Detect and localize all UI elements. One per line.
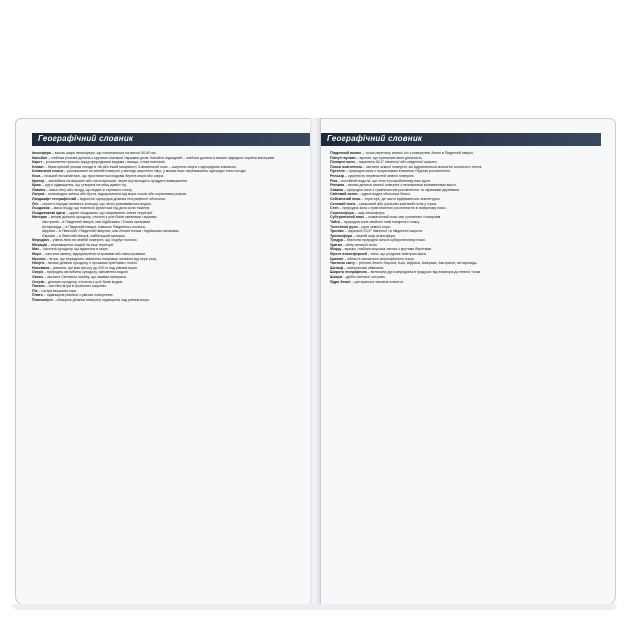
glossary-term: Тектонічні рухи — [330, 224, 358, 229]
glossary-definition: – вулкан, що припинив свою діяльність. — [355, 155, 423, 160]
glossary-term: Пік — [32, 288, 38, 293]
glossary-definition: – переміщення людей на інші території. — [47, 242, 115, 247]
glossary-term: Кряж — [32, 183, 41, 188]
glossary-term: Циклон — [330, 256, 344, 261]
glossary-definition: – регіони Землі: Європа, Азія, Африка, Америка, Австралія, Антарктида. — [354, 261, 478, 266]
left-page-header — [32, 133, 311, 146]
glossary-term: Частини світу — [330, 261, 355, 266]
glossary-definition: – природна зона з трав'янистою рослинністю та окремими деревами. — [342, 187, 460, 192]
glossary-definition: – частини земної поверхні, які відрізняються кількістю сонячного тепла. — [361, 164, 483, 169]
glossary-definition: – круті підвищення, що утворені на місці давніх гір. — [41, 183, 127, 188]
glossary-definition: – природна заглибина суходолу, заповнена водою. — [42, 270, 129, 275]
glossary-term: Сейсмічний пояс — [330, 196, 361, 201]
glossary-term: Клімат — [32, 164, 44, 169]
glossary-entry — [32, 298, 304, 303]
left-page-title: Географічний словник — [38, 134, 134, 143]
glossary-definition: – частина Світового океану, що омиває материки. — [42, 275, 127, 280]
glossary-definition: – низький пісчаний вал, що простягається вздовж берега моря або озера. — [40, 173, 165, 178]
glossary-definition: – глибока річкова долина з крутими схилами і вузьким дном. Каньйон підводний – глибока долина в межах підводної окраїни материків — [47, 155, 275, 160]
glossary-definition: – ділянка суходолу, оточена з усіх боків водою. — [43, 279, 124, 284]
glossary-definition: – крупні льодовики, що покривають значні території. — [65, 210, 154, 215]
right-page — [320, 118, 616, 606]
glossary-definition: – частина океану, відокремлена островами або півостровами. — [41, 252, 146, 257]
glossary-term: Кліматичні пояси — [32, 169, 63, 174]
glossary-term: Тайга — [330, 219, 340, 224]
glossary-term: Фронт атмосферний — [330, 252, 367, 257]
right-page-entries — [330, 151, 602, 284]
glossary-definition: – природна зона з посушливим кліматом і бідною рослинністю. — [344, 169, 451, 174]
book-spine — [310, 118, 320, 604]
glossary-term: Пустеля — [330, 169, 345, 174]
glossary-term: Рівнина — [330, 183, 345, 188]
glossary-term: Океан — [32, 275, 43, 280]
glossary-term: Стратосфера — [330, 210, 354, 215]
glossary-definition: Африка – в Північній і Південній півкулях, між Атлантичним і Індійським океанами. — [42, 229, 180, 234]
glossary-term: Низовина — [32, 265, 50, 270]
glossary-term: Ядро Землі — [330, 279, 351, 284]
glossary-term: Південний полюс — [330, 151, 362, 155]
glossary-definition: – обширна ділянка поверхні, підвищена над рівнем моря. — [52, 298, 150, 302]
left-page — [15, 118, 312, 606]
glossary-definition: – величина дуги меридіана в градусах від екватора до певної точки. — [366, 270, 482, 275]
glossary-term: Степ — [330, 206, 339, 211]
glossary-definition: – паралель 66,5° північної або південної широти. — [354, 160, 438, 165]
glossary-definition: – природна зона з трав'янистою рослинністю в помірному поясі. — [338, 206, 447, 211]
glossary-term: Меридіан — [32, 238, 49, 243]
right-page-header — [321, 133, 601, 146]
glossary-definition: – материкова обмілина. — [343, 265, 385, 270]
glossary-term: Кратер — [32, 178, 45, 183]
glossary-term: Тундра — [330, 238, 343, 243]
glossary-definition: – точка перетину земної осі з поверхнею Землі в Південній півкулі. — [361, 151, 474, 155]
glossary-term: Рельєф — [330, 173, 344, 178]
glossary-term: Міграція — [32, 242, 47, 247]
glossary-definition: – рівнина, що має висоту до 200 м над рівнем моря. — [49, 265, 138, 270]
glossary-entry — [330, 280, 602, 285]
glossary-definition: – маса льоду, що повільно рухається під дією сили тяжіння. — [49, 206, 151, 211]
glossary-term: Коса — [32, 173, 41, 178]
glossary-definition: – підвищена рівнина з рівною поверхнею. — [42, 293, 114, 298]
glossary-term: Селевий потік — [330, 201, 356, 206]
glossary-term: Материк — [32, 215, 47, 220]
glossary-definition: – постійні вітри в тропічних широтах. — [44, 284, 108, 289]
right-page-title: Географічний словник — [327, 134, 423, 143]
glossary-definition: – розчинення гірських порід природними водами і явища, з ним пов'язані. — [42, 160, 166, 165]
glossary-term: Тропіки — [330, 229, 344, 234]
glossary-term: Світовий океан — [330, 192, 358, 197]
glossary-definition: – шар атмосфери. — [353, 210, 386, 215]
glossary-definition: – центральна частина планети. — [350, 279, 404, 284]
glossary-term: Шхери — [330, 275, 342, 280]
glossary-definition: – частина суходолу, що вдається в море. — [39, 247, 109, 252]
glossary-definition: – розташовані на земній поверхні у вигляді широтних смуг, у межах яких переважають однорідні типи погоди. — [62, 169, 247, 174]
glossary-term: Широта географічна — [330, 270, 367, 275]
glossary-term: Пікнуті вулкан — [330, 155, 356, 160]
glossary-definition: – безлісна природна зона в субарктичному поясі. — [342, 238, 426, 243]
glossary-definition: – паралелі 23,5° північної та південної широти. — [343, 229, 423, 234]
glossary-definition: – область зниженого атмосферного тиску. — [343, 256, 415, 261]
glossary-term: Мис — [32, 247, 40, 252]
glossary-definition: – заглибина на вершині або схилі вулкана, через яку виходять продукти виверження. — [44, 178, 188, 183]
glossary-definition: – єдина водна оболонка Землі. — [357, 192, 411, 197]
glossary-definition: – зона, що розділяє повітряні маси. — [366, 252, 427, 257]
glossary-definition: – високі шари атмосфери, що починаються на висоті 50-60 км. — [50, 151, 157, 155]
glossary-term: Море — [32, 252, 42, 257]
glossary-term: Фіорд — [330, 247, 341, 252]
glossary-definition: – рухи земної кори. — [357, 224, 391, 229]
left-page-entries — [32, 151, 304, 303]
glossary-term: Острів — [32, 279, 44, 284]
glossary-definition: – великі ділянки суходолу, оточені з усіх боків океанами і морями. — [47, 215, 158, 220]
glossary-definition: – гостра вершина гори. — [37, 288, 78, 293]
glossary-term: Лес — [32, 201, 39, 206]
glossary-definition: – постійний водотік, що тече в розробленому ним руслі. — [337, 178, 432, 183]
background — [0, 0, 630, 112]
glossary-definition: – уявна лінія на земній поверхні, що з'єднує полюси. — [48, 238, 138, 243]
glossary-term: Полярне коло — [330, 160, 355, 165]
glossary-term: Плоскогір'я — [32, 298, 53, 302]
glossary-definition: – великі ділянки суходолу з гірськими хребтами і плато. — [44, 261, 138, 266]
glossary-definition: Антарктида – в Південній півкулі, навколо Південного полюса. — [42, 224, 146, 229]
glossary-definition: – сукупність нерівностей земної поверхні. — [343, 173, 415, 178]
glossary-term: Мусони — [32, 256, 46, 261]
glossary-definition: – дрібні скелясті острови. — [341, 275, 386, 280]
glossary-term: Іоносфера — [32, 151, 51, 155]
glossary-definition: – кліматичний пояс між тропічним і помірним. — [364, 215, 442, 220]
glossary-definition: – вузька, глибока морська затока з крутими берегами. — [340, 247, 432, 252]
glossary-term: Ураган — [330, 242, 342, 247]
glossary-definition: – природна зона хвойних лісів помірного поясу. — [339, 219, 420, 224]
cover-edge — [12, 604, 617, 610]
glossary-term: Пасати — [32, 284, 45, 289]
glossary-definition: – відносно однорідна ділянка географічної оболонки. — [76, 196, 166, 201]
glossary-definition: – грязьовий або грязьово-кам'яний потік у горах. — [355, 201, 438, 206]
glossary-definition: – вітер великої сили. — [341, 242, 378, 247]
glossary-term: Тропосфера — [330, 233, 353, 238]
glossary-definition: – вітри, що періодично змінюють напрямок залежно від пори року. — [45, 256, 157, 261]
glossary-definition: – маса снігу або льоду, що падає зі стрімкого схилу. — [45, 187, 133, 192]
glossary-term: Озеро — [32, 270, 43, 275]
glossary-term: Нагір'я — [32, 261, 45, 266]
glossary-term: Лавина — [32, 187, 46, 192]
glossary-definition: – нижній шар атмосфери. — [352, 233, 396, 238]
glossary-definition: – мілководна затока або бухта, відокремлена від моря косою або кораловим рифом. — [44, 192, 187, 197]
glossary-term: Каньйон — [32, 155, 48, 160]
glossary-term: Лагуна — [32, 192, 45, 197]
glossary-term: Ландшафт географічний — [32, 196, 77, 201]
glossary-definition: – багаторічний режим погоди в тій або іншій місцевості. Кліматичний пояс – широтна смуга з однорідним кліматом. — [43, 164, 237, 169]
glossary-term: Субтропічний пояс — [330, 215, 365, 220]
glossary-term: Шельф — [330, 265, 344, 270]
glossary-definition: – великі ділянки земної поверхні з незначними коливаннями висот. — [344, 183, 457, 188]
glossary-definition: Євразія – в Північній півкулі, найбільший материк. — [42, 233, 126, 238]
glossary-term: Савана — [330, 187, 343, 192]
glossary-definition: – пористі породи палевого кольору, що легко розмиваються водою. — [38, 201, 152, 206]
glossary-term: Пояси освітлення — [330, 164, 362, 169]
glossary-term: Карст — [32, 160, 43, 165]
glossary-term: Льодовик — [32, 206, 50, 211]
glossary-term: Ріка — [330, 178, 338, 183]
glossary-definition: Австралія – в Південній півкулі, між Індійським і Тихим океанами. — [42, 219, 151, 224]
glossary-definition: – території, де часто відбуваються землетруси. — [360, 196, 441, 201]
glossary-term: Льодовикові щити — [32, 210, 66, 215]
glossary-term: Плато — [32, 293, 43, 298]
